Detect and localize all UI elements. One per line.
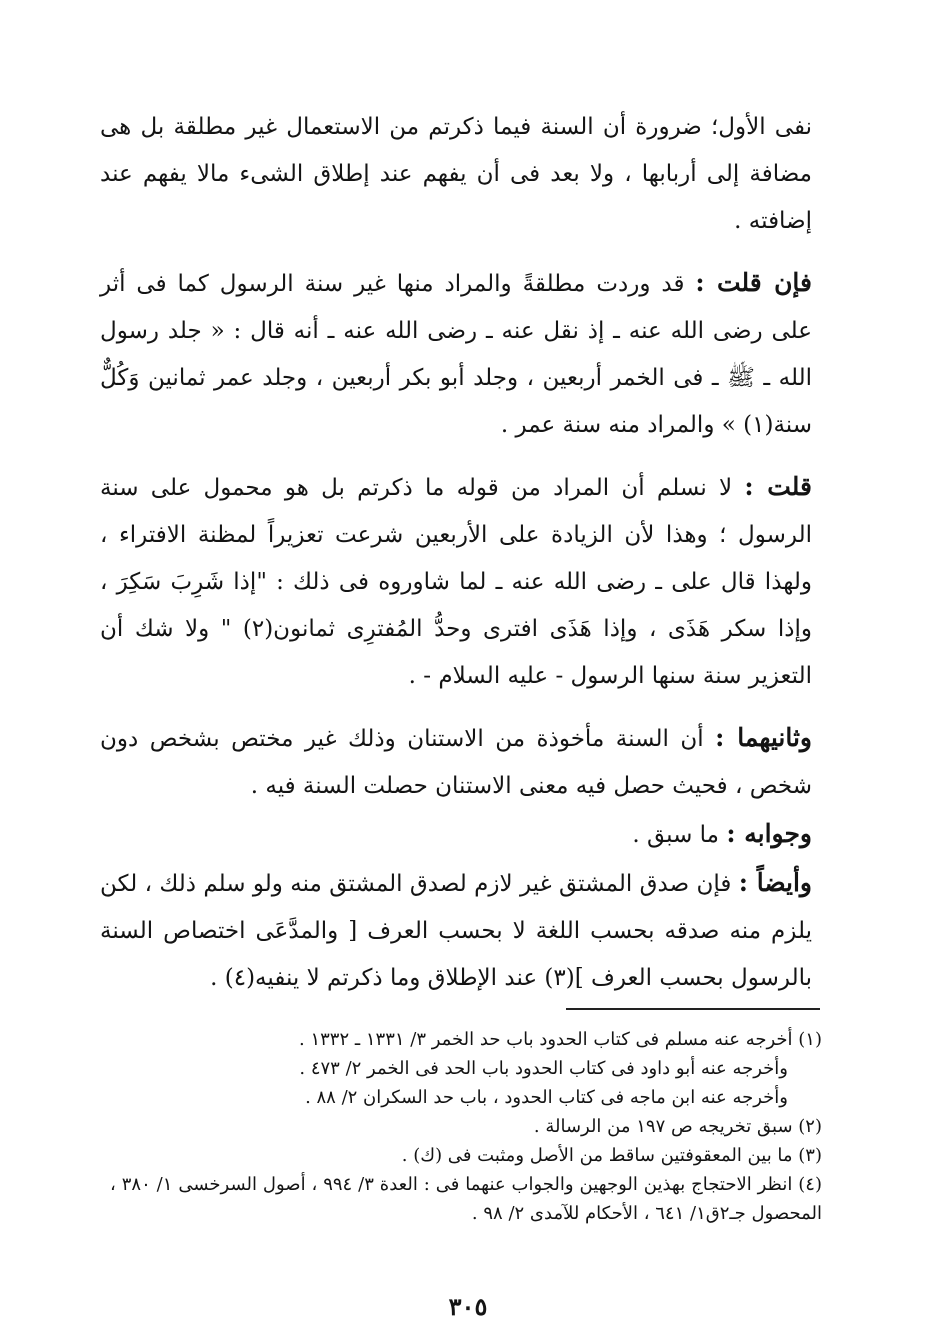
footnote-1-continuation: وأخرجه عنه ابن ماجه فى كتاب الحدود ، باب حد السكران ٢/ ٨٨ . [305, 1087, 788, 1108]
footnote-separator [566, 1008, 820, 1010]
paragraph-text: ما سبق . [632, 822, 719, 848]
paragraph-text: أن السنة مأخوذة من الاستنان وذلك غير مختص بشخص دون شخص ، فحيث حصل فيه معنى الاستنان حصلت السنة فيه . [100, 726, 812, 799]
paragraph-text: فإن صدق المشتق غير لازم لصدق المشتق منه ولو سلم ذلك ، لكن يلزم منه صدقه بحسب اللغة لا بحسب العرف [ والمدَّعَى اختصاص السنة بالرسول بحسب العرف ](٣) عند الإطلاق وما ذكرتم لا ينفيه(٤) . [100, 871, 812, 991]
paragraph-lead: وثانيهما : [715, 723, 813, 752]
paragraph-4 [100, 714, 812, 810]
footnotes [110, 1025, 822, 1228]
paragraph-lead: وأيضاً : [738, 868, 812, 897]
paragraph-2 [100, 259, 812, 449]
page-number: ٣٠٥ [448, 1292, 488, 1321]
paragraph-lead: فإن قلت : [695, 268, 812, 297]
footnote-2: (٢) سبق تخريجه ص ١٩٧ من الرسالة . [533, 1116, 822, 1137]
footnote-4: (٤) انظر الاحتجاج بهذين الوجهين والجواب عنهما فى : العدة ٣/ ٩٩٤ ، أصول السرخسى ١/ ٣٨٠ ، المحصول جـ٢ق١/ ٦٤١ ، الأحكام للآمدى ٢/ ٩٨ . [110, 1174, 822, 1224]
main-text [100, 102, 812, 1002]
paragraph-lead: قلت : [744, 472, 813, 501]
footnote-1: (١) أخرجه عنه مسلم فى كتاب الحدود باب حد الخمر ٣/ ١٣٣١ ـ ١٣٣٢ . [299, 1029, 822, 1050]
paragraph-text: قد وردت مطلقةً والمراد منها غير سنة الرسول كما فى أثر على رضى الله عنه ـ إذ نقل عنه ـ رضى الله عنه ـ أنه قال : « جلد رسول الله ـ ﷺ ـ فى الخمر أربعين ، وجلد أبو بكر أربعين ، وجلد عمر ثمانين وَكُلٌّ سنة(١) » والمراد منه سنة عمر . [100, 271, 812, 438]
footnote-3: (٣) ما بين المعقوفتين ساقط من الأصل ومثبت فى (ك) . [401, 1145, 822, 1166]
footnote-1-continuation: وأخرجه عنه أبو داود فى كتاب الحدود باب الحد فى الخمر ٢/ ٤٧٣ . [299, 1058, 788, 1079]
paragraph-text: لا نسلم أن المراد من قوله ما ذكرتم بل هو محمول على سنة الرسول ؛ وهذا لأن الزيادة على الأربعين شرعت تعزيراً لمظنة الافتراء ، ولهذا قال على ـ رضى الله عنه ـ لما شاوروه فى ذلك : "إذا شَرِبَ سَكِرَ ، وإذا سكر هَذَى ، وإذا هَذَى افترى وحدُّ المُفترِى ثمانون(٢) " ولا شك أن التعزير سنة سنها الرسول - عليه السلام - . [100, 475, 812, 689]
paragraph-1 [100, 102, 812, 245]
paragraph-5 [100, 810, 812, 859]
paragraph-6 [100, 859, 812, 1002]
paragraph-text: نفى الأول؛ ضرورة أن السنة فيما ذكرتم من الاستعمال غير مطلقة بل هى مضافة إلى أربابها ، ولا بعد فى أن يفهم عند إطلاق الشىء مالا يفهم عند إضافته . [100, 114, 812, 234]
paragraph-3 [100, 463, 812, 700]
paragraph-lead: وجوابه : [726, 819, 812, 848]
